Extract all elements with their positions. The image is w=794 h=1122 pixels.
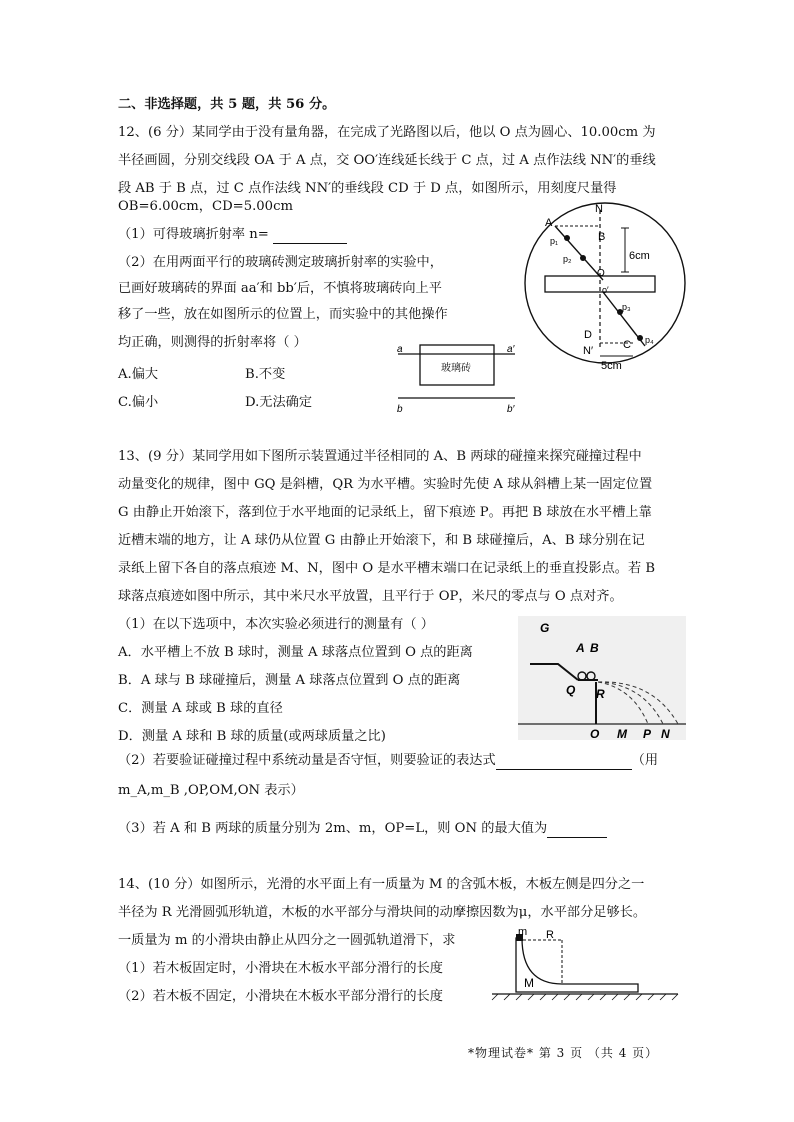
q12-option-a: A.偏大 <box>118 367 159 382</box>
label-P: P <box>643 727 652 740</box>
q12-option-c: C.偏小 <box>118 395 159 410</box>
q13-line-6: 球落点痕迹如图中所示，其中米尺水平放置，且平行于 OP，米尺的零点与 O 点对齐。 <box>118 589 623 604</box>
q13-sub-2-text: （2）若要验证碰撞过程中系统动量是否守恒，则要验证的表达式 <box>118 753 496 768</box>
q13-sub-3 <box>118 820 607 838</box>
label-Q: Q <box>566 683 576 697</box>
q13-line-5: 录纸上留下各自的落点痕迹 M、N，图中 O 是水平槽末端口在记录纸上的垂直投影点。若 B <box>118 561 656 576</box>
label-6cm: 6cm <box>629 250 650 262</box>
label-p2: p₂ <box>563 254 572 264</box>
q14-line-3: 一质量为 m 的小滑块由静止从四分之一圆弧轨道滑下，求 <box>118 933 456 948</box>
page-footer: *物理试卷* 第 3 页 （共 4 页） <box>468 1046 659 1060</box>
q14-line-1: 14、(10 分）如图所示，光滑的水平面上有一质量为 M 的含弧木板，木板左侧是四分之一 <box>118 877 645 892</box>
q12-line-3: 段 AB 于 B 点，过 C 点作法线 NN′的垂线段 CD 于 D 点，如图所示，用刻度尺量得 <box>118 181 617 196</box>
label-N-prime: N′ <box>583 345 594 357</box>
label-D: D <box>584 329 592 341</box>
label-R: R <box>546 929 554 941</box>
label-5cm: 5cm <box>601 360 622 372</box>
label-M: M <box>617 727 627 740</box>
q12-sub-2-line-1: （2）在用两面平行的玻璃砖测定玻璃折射率的实验中， <box>118 255 443 270</box>
label-p3: p₃ <box>622 302 631 312</box>
q12-option-d: D.无法确定 <box>245 395 313 410</box>
label-O: O <box>590 727 600 740</box>
label-A: A <box>545 217 553 229</box>
q12-line-1: 12、(6 分）某同学由于没有量角器，在完成了光路图以后，他以 O 点为圆心、10.00cm 为 <box>118 125 656 140</box>
label-R: R <box>596 687 605 701</box>
q12-sub-2-line-4: 均正确，则测得的折射率将（ ） <box>118 335 307 350</box>
label-a-prime: a′ <box>507 344 515 355</box>
q13-sub-1: （1）在以下选项中，本次实验必须进行的测量有（ ） <box>118 617 434 632</box>
label-C: C <box>623 339 631 351</box>
answer-blank[interactable] <box>273 229 347 244</box>
q12-line-4: OB=6.00cm，CD=5.00cm <box>118 199 293 214</box>
q12-sub-2-line-2: 已画好玻璃砖的界面 aa′和 bb′后，不慎将玻璃砖向上平 <box>118 281 442 296</box>
label-b: b <box>397 404 403 415</box>
q12-glass-brick-diagram <box>395 340 525 418</box>
q13-sub-2-tail: （用 <box>631 753 659 768</box>
label-p4: p₄ <box>645 335 654 345</box>
q14-line-2: 半径为 R 光滑圆弧形轨道，木板的水平部分与滑块间的动摩擦因数为μ，水平部分足够长。 <box>118 905 647 920</box>
q14-board-diagram <box>488 924 682 1002</box>
q14-sub-1: （1）若木板固定时，小滑块在木板水平部分滑行的长度 <box>118 961 443 976</box>
q12-sub-1-text: （1）可得玻璃折射率 n= <box>118 227 269 242</box>
q13-line-2: 动量变化的规律，图中 GQ 是斜槽，QR 为水平槽。实验时先使 A 球从斜槽上某一固定位置 <box>118 477 653 492</box>
label-b-prime: b′ <box>507 404 515 415</box>
q13-line-4: 近槽末端的地方，让 A 球仍从位置 G 由静止开始滚下，和 B 球碰撞后，A、B 球分别在记 <box>118 533 645 548</box>
q13-collision-apparatus <box>518 616 686 740</box>
q13-line-1: 13、(9 分）某同学用如下图所示装置通过半径相同的 A、B 两球的碰撞来探究碰撞过程中 <box>118 449 642 464</box>
q13-option-b: B．A 球与 B 球碰撞后，测量 A 球落点位置到 O 点的距离 <box>118 673 461 688</box>
q13-sub-2 <box>118 752 658 770</box>
q13-line-3: G 由静止开始滚下，落到位于水平地面的记录纸上，留下痕迹 P。再把 B 球放在水平槽上靠 <box>118 505 652 520</box>
label-O-prime: o′ <box>602 285 609 295</box>
label-G: G <box>540 621 550 635</box>
label-m: m <box>518 926 528 938</box>
label-N: N <box>595 203 603 215</box>
label-A: A <box>576 641 585 655</box>
q13-sub-3-text: （3）若 A 和 B 两球的质量分别为 2m、m，OP=L，则 ON 的最大值为 <box>118 821 548 836</box>
q13-option-c: C．测量 A 球或 B 球的直径 <box>118 701 283 716</box>
label-B: B <box>598 231 606 243</box>
q13-option-d: D．测量 A 球和 B 球的质量(或两球质量之比) <box>118 729 386 744</box>
label-a: a <box>397 344 403 355</box>
label-glass-brick: 玻璃砖 <box>441 363 471 374</box>
q13-option-a: A．水平槽上不放 B 球时，测量 A 球落点位置到 O 点的距离 <box>118 645 473 660</box>
q12-circle-diagram <box>515 198 705 373</box>
q12-sub-1 <box>118 226 347 244</box>
label-B: B <box>590 641 599 655</box>
label-p1: p₁ <box>550 236 559 246</box>
q12-option-b: B.不变 <box>245 367 286 382</box>
q14-sub-2: （2）若木板不固定，小滑块在木板水平部分滑行的长度 <box>118 989 443 1004</box>
section-heading: 二、非选择题，共 5 题，共 56 分。 <box>118 97 336 112</box>
answer-blank[interactable] <box>496 755 632 770</box>
label-M: M <box>524 976 534 990</box>
answer-blank[interactable] <box>547 823 607 838</box>
q12-line-2: 半径画圆，分别交线段 OA 于 A 点，交 OO′连线延长线于 C 点，过 A 点作法线 NN′的垂线 <box>118 153 656 168</box>
label-N: N <box>661 727 670 740</box>
label-O: O <box>597 268 605 279</box>
q12-sub-2-line-3: 移了一些，放在如图所示的位置上，而实验中的其他操作 <box>118 307 448 322</box>
q13-sub-2-line-2: m_A,m_B ,OP,OM,ON 表示） <box>118 783 304 798</box>
